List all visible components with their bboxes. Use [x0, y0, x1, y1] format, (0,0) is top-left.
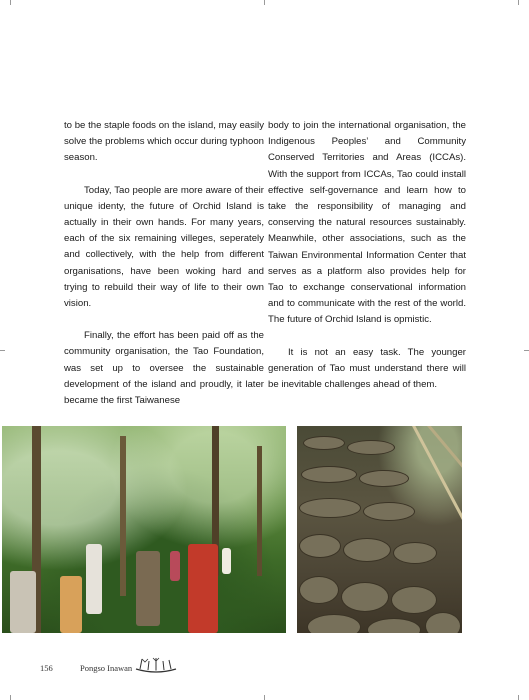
stone	[367, 618, 421, 633]
left-text-column	[64, 118, 264, 425]
hiker-figure	[188, 544, 218, 633]
crop-mark-bottom-left	[10, 695, 11, 700]
left-paragraph-3: Finally, the effort has been paid off as the community organisation, the Tao Foundation, was set up to oversee the sustainable development of the island and proudly, it later became the first Taiwanese	[64, 330, 264, 407]
left-paragraph-2: Today, Tao people are more aware of their unique identy, the future of Orchid Island is actually in their own hands. For many years, each of the six remaining villeges, seperately and collectively, with the help from different organisations, have been woking hard and trying to rebuild their way of life to their own vision.	[64, 184, 264, 310]
tree-trunk	[120, 436, 126, 596]
stone-stairway-photo	[297, 426, 462, 633]
crop-mark-top-left	[10, 0, 11, 5]
hiker-figure	[10, 571, 36, 633]
crop-mark-bottom-center	[264, 695, 265, 700]
right-text-column	[268, 118, 466, 409]
hiker-figure	[60, 576, 82, 633]
hiker-figure	[170, 551, 180, 581]
stone	[299, 576, 339, 604]
right-paragraph-2: It is not an easy task. The younger generation of Tao must understand there will be inevitable challenges ahead of them.	[268, 346, 466, 391]
stone	[307, 614, 361, 633]
hiker-figure	[86, 544, 102, 614]
left-paragraph-1: to be the staple foods on the island, may easily solve the problems which occur during typhoon season.	[64, 120, 264, 164]
right-paragraph-1: body to join the international organisation, the Indigenous Peoples’ and Community Conserved Territories and Areas (ICCAs). With the support from ICCAs, Tao could install effective self-governance and learn how to take the responsibility of managing and conserving the natural resources sustainably. Meanwhile, other associations, such as the Taiwan Environmental Information Center that serves as a platform also provides help for Tao to exchange conservational information and to communicate with the rest of the world. The future of Orchid Island is opmistic.	[268, 120, 466, 326]
book-title: Pongso Inawan	[80, 663, 133, 673]
crop-mark-bottom-right	[518, 695, 519, 700]
page-number: 156	[40, 663, 53, 673]
stone	[347, 440, 395, 455]
canoe-logo-icon	[134, 655, 178, 675]
forest-hikers-photo	[2, 426, 286, 633]
stone	[299, 534, 341, 558]
crop-mark-right-mid	[524, 350, 529, 351]
stone	[393, 542, 437, 564]
hiker-figure	[222, 548, 231, 574]
tree-trunk	[257, 446, 262, 576]
stone	[301, 466, 357, 483]
hiker-figure	[136, 551, 160, 626]
stone	[299, 498, 361, 518]
stone	[303, 436, 345, 450]
stone	[341, 582, 389, 612]
crop-mark-top-right	[518, 0, 519, 5]
stone	[343, 538, 391, 562]
crop-mark-left-mid	[0, 350, 5, 351]
stone	[363, 502, 415, 521]
stone	[425, 612, 461, 633]
stone	[359, 470, 409, 487]
crop-mark-top-center	[264, 0, 265, 5]
stone	[391, 586, 437, 614]
